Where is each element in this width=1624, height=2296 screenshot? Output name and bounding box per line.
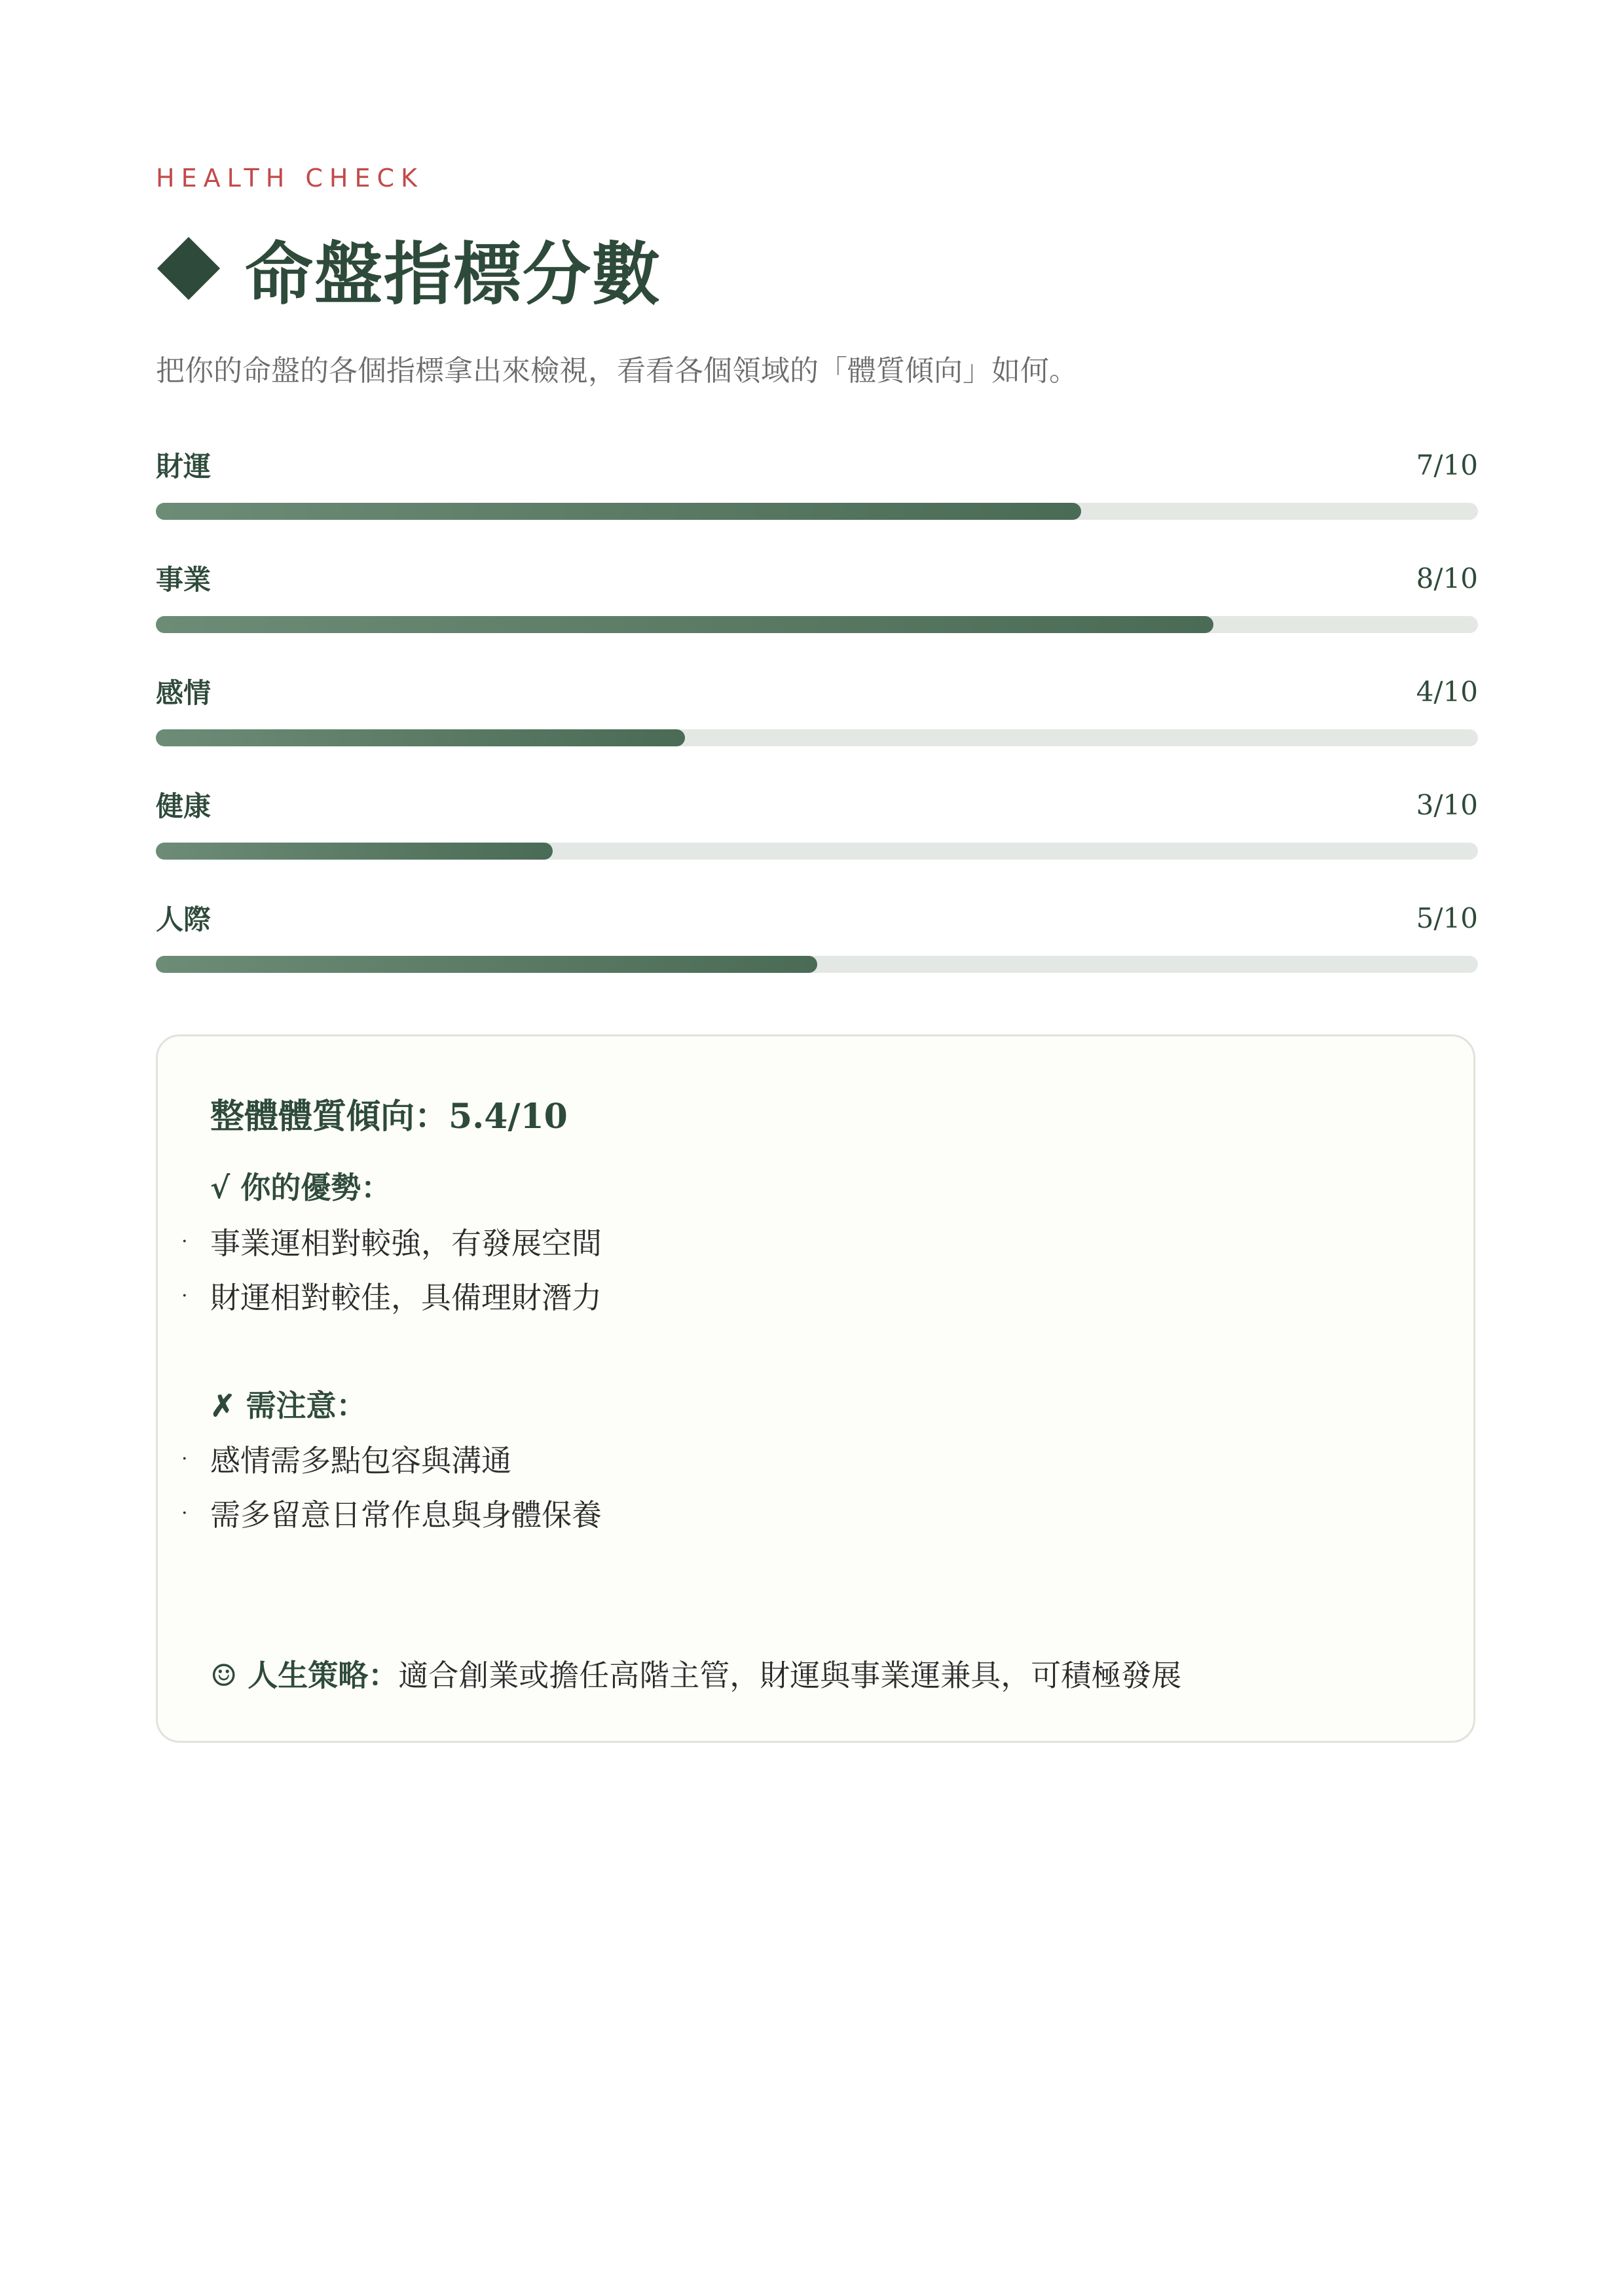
progress-fill	[156, 956, 817, 973]
list-item	[181, 1274, 602, 1317]
summary-card	[156, 1034, 1475, 1743]
progress-fill	[156, 503, 1081, 520]
progress-fill	[156, 616, 1213, 633]
metric-score: 8/10	[1416, 562, 1478, 594]
list-item	[181, 1437, 511, 1480]
caution-text: 需多留意日常作息與身體保養	[210, 1497, 602, 1533]
metric-score: 3/10	[1416, 788, 1478, 821]
strength-text: 財運相對較佳，具備理財潛力	[210, 1280, 602, 1315]
strengths-heading: √ 你的優勢：	[210, 1170, 392, 1205]
cautions-heading: ✗ 需注意：	[210, 1388, 367, 1423]
bullet-icon: ·	[181, 1501, 188, 1525]
strategy-text: 適合創業或擔任高階主管，財運與事業運兼具，可積極發展	[398, 1658, 1182, 1693]
overall-score: 整體體質傾向：5.4/10	[210, 1097, 568, 1137]
strategy-label: ☺ 人生策略：	[210, 1658, 399, 1693]
metric-score: 5/10	[1416, 902, 1478, 934]
metric-score: 7/10	[1416, 448, 1478, 481]
metric-label: 人際	[156, 903, 212, 936]
eyebrow-label: HEALTH CHECK	[156, 164, 424, 192]
metric-label: 事業	[156, 564, 212, 596]
page-title	[156, 223, 661, 314]
progress-fill	[156, 729, 685, 746]
bullet-icon: ·	[181, 1447, 188, 1470]
progress-track	[156, 616, 1478, 633]
strength-text: 事業運相對較強，有發展空間	[210, 1226, 602, 1261]
metric-row-career	[156, 552, 1478, 665]
caution-text: 感情需多點包容與溝通	[210, 1443, 511, 1478]
list-item	[181, 1491, 602, 1535]
metric-label: 財運	[156, 450, 212, 483]
progress-track	[156, 729, 1478, 746]
progress-track	[156, 503, 1478, 520]
metrics-list	[156, 439, 1478, 1005]
metric-row-social	[156, 892, 1478, 1005]
progress-fill	[156, 843, 553, 860]
page-title-text: 命盤指標分數	[245, 234, 662, 314]
metric-row-wealth	[156, 439, 1478, 552]
progress-track	[156, 843, 1478, 860]
metric-label: 健康	[156, 790, 212, 822]
metric-row-relationship	[156, 665, 1478, 778]
metric-score: 4/10	[1416, 675, 1478, 708]
life-strategy	[210, 1652, 1181, 1695]
page-subtitle: 把你的命盤的各個指標拿出來檢視，看看各個領域的「體質傾向」如何。	[156, 354, 1078, 388]
bullet-icon: ·	[181, 1230, 188, 1253]
bullet-icon: ·	[181, 1284, 188, 1307]
diamond-icon	[157, 237, 220, 300]
metric-label: 感情	[156, 677, 212, 709]
metric-row-health	[156, 778, 1478, 892]
list-item	[181, 1220, 602, 1263]
progress-track	[156, 956, 1478, 973]
